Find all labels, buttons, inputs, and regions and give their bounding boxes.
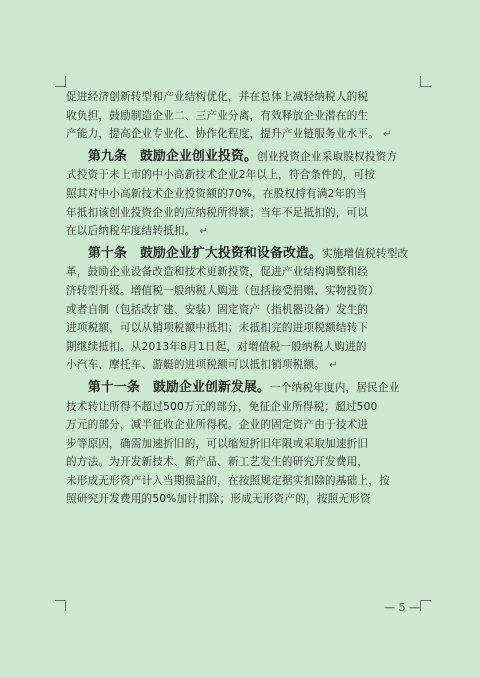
text-line: 照其对中小高新技术企业投资额的70%，在股权持有满2年的当	[66, 187, 367, 200]
text-line: 万元的部分，减半征收企业所得税。企业的固定资产由于技术进	[66, 419, 369, 432]
crop-mark-bottom-left	[55, 600, 66, 611]
paragraph-article-10	[66, 245, 420, 376]
text-line: 革，鼓励企业设备改造和技术更新投资，促进产业结构调整和经	[66, 266, 369, 279]
text-line: 收负担，鼓励制造企业二、三产业分离，有效释放企业潜在的生	[66, 109, 369, 122]
document-body[interactable]	[66, 88, 420, 509]
paragraph	[66, 88, 420, 145]
text-line: 照研究开发费用的50%加计扣除；形成无形资产的，按照无形资	[66, 493, 371, 506]
text-line	[66, 125, 420, 145]
text-span: 实施增值税转型改	[321, 247, 409, 260]
paragraph-article-11	[66, 379, 420, 509]
text-line	[66, 356, 420, 376]
article-heading: 第九条 鼓励企业创业投资。	[88, 148, 257, 164]
text-line: 进项税额，可以从销项税额中抵扣；未抵扣完的进项税额结转下	[66, 322, 369, 335]
text-line: 未形成无形资产计入当期损益的，在按照规定据实扣除的基础上，按	[66, 474, 390, 487]
crop-mark-top-left	[55, 76, 66, 87]
text-line: 济转型升级。增值税一般纳税人购进（包括接受捐赠、实物投资）	[66, 284, 380, 297]
text-line: 期继续抵扣。从2013年8月1日起，对增值税一般纳税人购进的	[66, 340, 367, 353]
text-span: 小汽车、摩托车、游艇的进项税额可以抵扣销项税额。	[66, 359, 326, 372]
text-line	[66, 148, 420, 167]
text-line: 式投资于未上市的中小高新技术企业2年以上，符合条件的，可按	[66, 169, 376, 182]
text-line	[66, 245, 420, 264]
paragraph-mark-icon: ↵	[329, 360, 338, 372]
text-line	[66, 379, 420, 398]
text-line: 步等原因，确需加速折旧的，可以缩短折旧年限或采取加速折旧	[66, 437, 369, 450]
article-heading: 第十条 鼓励企业扩大投资和设备改造。	[88, 245, 322, 261]
text-span: 创业投资企业采取股权投资方	[256, 150, 398, 163]
text-span: 一个纳税年度内，居民企业	[269, 381, 400, 394]
paragraph-mark-icon: ↵	[383, 129, 392, 141]
text-span: 在以后纳税年度结转抵扣。	[66, 225, 196, 238]
crop-mark-top-right	[420, 76, 431, 87]
text-line: 年抵扣该创业投资企业的应纳税所得额；当年不足抵扣的，可以	[66, 206, 369, 219]
text-line: 促进经济创新转型和产业结构优化，并在总体上减轻纳税人的税	[66, 91, 369, 103]
crop-mark-bottom-right	[420, 600, 431, 611]
text-span: 产能力，提高企业专业化、协作化程度，提升产业链服务业水平。	[66, 128, 380, 141]
page-number: — 5 —	[384, 601, 420, 614]
article-heading: 第十一条 鼓励企业创新发展。	[88, 379, 270, 395]
paragraph-mark-icon: ↵	[199, 226, 209, 238]
text-line: 技术转让所得不超过500万元的部分，免征企业所得税；超过500	[66, 400, 378, 413]
paragraph-article-9	[66, 148, 420, 242]
text-line	[66, 222, 420, 242]
text-line: 的方法。为开发新技术、新产品、新工艺发生的研究开发费用，	[66, 456, 369, 469]
text-line: 或者自制（包括改扩建、安装）固定资产（指机器设备）发生的	[66, 303, 369, 316]
